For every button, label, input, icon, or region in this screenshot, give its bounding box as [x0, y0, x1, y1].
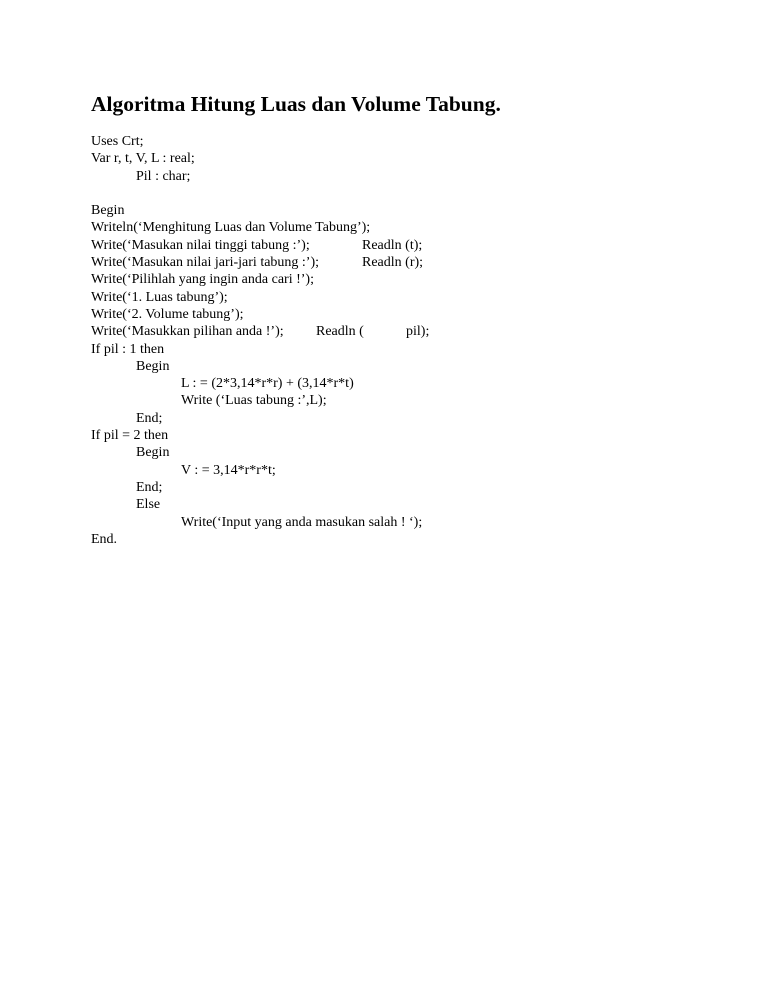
code-text: Begin: [136, 358, 170, 374]
code-text: Begin: [136, 445, 170, 461]
code-text: Else: [136, 497, 161, 513]
code-text: Var r, t, V, L : real;: [91, 151, 195, 167]
code-line: [91, 444, 731, 461]
code-line: [91, 531, 731, 548]
code-line: [91, 271, 731, 288]
code-line: [91, 514, 731, 531]
code-text: pil);: [406, 324, 430, 340]
code-line: [91, 323, 731, 340]
code-text: Readln (: [316, 324, 364, 340]
code-line: [91, 289, 731, 306]
code-text: End;: [136, 479, 163, 495]
code-line: [91, 168, 731, 185]
code-text: Write(‘Input yang anda masukan salah ! ‘);: [181, 514, 423, 530]
code-text: End.: [91, 531, 118, 547]
code-text: Write(‘Pilihlah yang ingin anda cari !’);: [91, 272, 314, 288]
code-line: [91, 462, 731, 479]
code-text: Uses Crt;: [91, 134, 144, 149]
code-text: L : = (2*3,14*r*r) + (3,14*r*t): [181, 376, 354, 392]
code-text: Readln (r);: [362, 255, 424, 271]
code-text: Begin: [91, 203, 125, 219]
code-text: If pil : 1 then: [91, 341, 165, 357]
code-line: [91, 427, 731, 444]
code-text: Pil : char;: [136, 168, 191, 184]
code-text: Write(‘Masukkan pilihan anda !’);: [91, 324, 284, 340]
code-text: Writeln(‘Menghitung Luas dan Volume Tabung’);: [91, 220, 371, 236]
code-line: [91, 341, 731, 358]
code-line: [91, 496, 731, 513]
code-text: V : = 3,14*r*r*t;: [181, 462, 276, 478]
code-line: [91, 306, 731, 323]
code-line: [91, 202, 731, 219]
code-text: Write(‘Masukan nilai jari-jari tabung :’);: [91, 255, 320, 271]
code-text: End;: [136, 410, 163, 426]
code-line: [91, 237, 731, 254]
code-text: Write(‘1. Luas tabung’);: [91, 289, 228, 305]
code-line: [91, 375, 731, 392]
code-line: [91, 392, 731, 409]
code-text: Write(‘2. Volume tabung’);: [91, 306, 244, 322]
code-line: [91, 479, 731, 496]
code-line: [91, 358, 731, 375]
pascal-code-block: [91, 133, 731, 548]
code-line: [91, 410, 731, 427]
code-text: Readln (t);: [362, 237, 423, 253]
document-title: Algoritma Hitung Luas dan Volume Tabung.: [91, 92, 501, 116]
code-text: Write(‘Masukan nilai tinggi tabung :’);: [91, 237, 310, 253]
code-text: If pil = 2 then: [91, 428, 169, 444]
code-text: Write (‘Luas tabung :’,L);: [181, 393, 327, 409]
blank-line: [91, 185, 731, 202]
code-line: [91, 150, 731, 167]
code-line: [91, 219, 731, 236]
code-line: [91, 133, 731, 150]
code-line: [91, 254, 731, 271]
